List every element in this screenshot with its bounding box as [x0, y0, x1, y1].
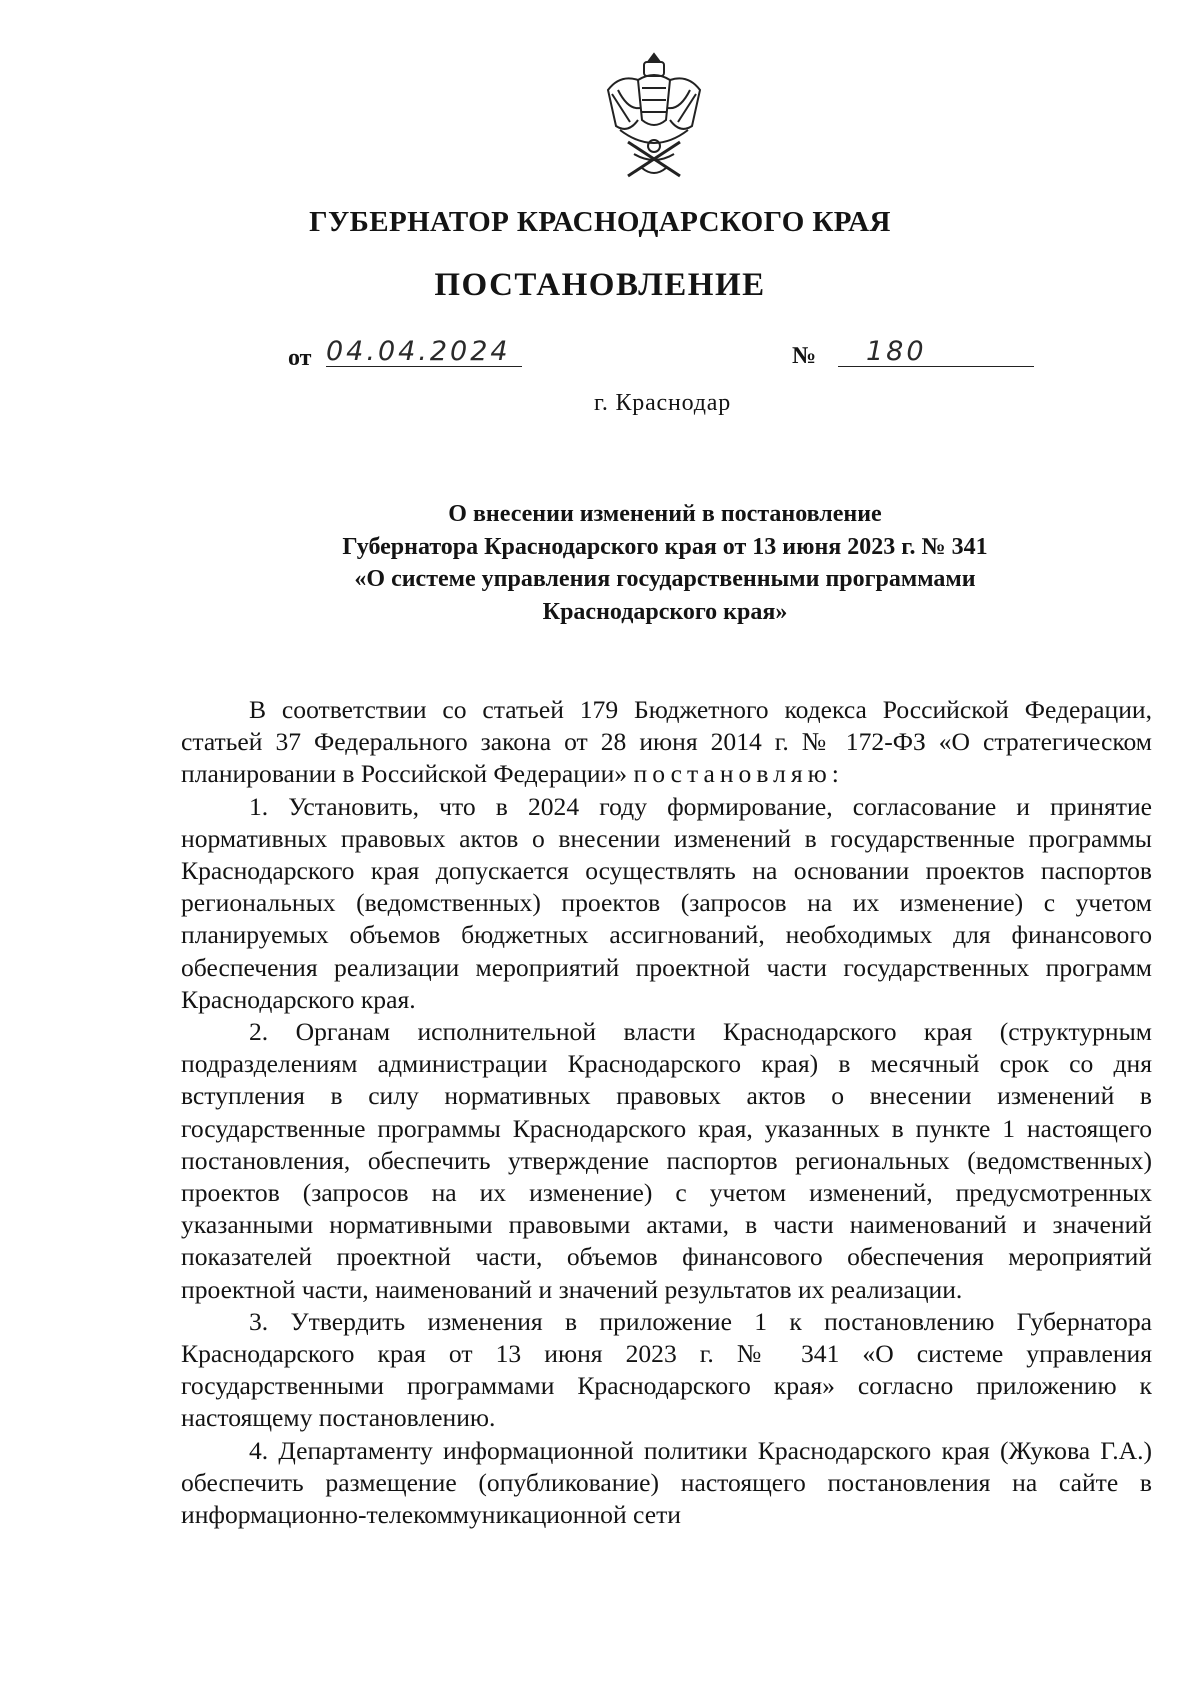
number-label: №: [792, 343, 817, 369]
document-subject: [230, 498, 1100, 628]
subject-line: Краснодарского края»: [542, 598, 788, 625]
document-body: [181, 694, 1152, 1531]
date-label: от: [288, 345, 312, 371]
subject-line: «О системе управления государственными программами: [354, 566, 976, 592]
clause-4: 4. Департаменту информационной политики Краснодарского края (Жукова Г.А.) обеспечить размещение (опубликование) настоящего постановления на сайте в информационно-телекоммуникационной сети: [181, 1435, 1152, 1530]
preamble-text: В соответствии со статьей 179 Бюджетного кодекса Российской Федерации, статьей 37 Федерального закона от 28 июня 2014 г. № 172-ФЗ «О стратегическом планировании в Российской Федерации»: [181, 695, 1152, 789]
subject-line: Губернатора Краснодарского края от 13 июня 2023 г. № 341: [342, 533, 988, 560]
clause-2: 2. Органам исполнительной власти Краснодарского края (структурным подразделениям администрации Краснодарского края) в месячный срок со дня вступления в силу нормативных правовых актов о внесении изменений в государственные программы Краснодарского края, указанных в пункте 1 настоящего постановления, обеспечить утверждение паспортов региональных (ведомственных) проектов (запросов на их изменение) с учетом изменений, предусмотренных указанными нормативными правовыми актами, в части наименований и значений показателей проектной части, объемов финансового обеспечения мероприятий проектной части, наименований и значений результатов их реализации.: [181, 1017, 1152, 1304]
clause-1: 1. Установить, что в 2024 году формирование, согласование и принятие нормативных правовых актов о внесении изменений в государственные программы Краснодарского края допускается осуществлять на основании проектов паспортов региональных (ведомственных) проектов (запросов на их изменение) с учетом планируемых объемов бюджетных ассигнований, необходимых для финансового обеспечения реализации мероприятий проектной части государственных программ Краснодарского края.: [181, 791, 1152, 1014]
number-value: 180: [838, 340, 1034, 367]
clause-3: 3. Утвердить изменения в приложение 1 к постановлению Губернатора Краснодарского края от 13 июня 2023 г. № 341 «О системе управления государственными программами Краснодарского края» согласно приложению к настоящему постановлению.: [181, 1306, 1152, 1433]
document-type: ПОСТАНОВЛЕНИЕ: [434, 267, 766, 303]
coat-of-arms-icon: [598, 50, 710, 192]
decree-word: постановляю:: [633, 759, 844, 789]
date-value: 04.04.2024: [326, 340, 522, 367]
city: г. Краснодар: [593, 390, 732, 416]
issuing-authority: ГУБЕРНАТОР КРАСНОДАРСКОГО КРАЯ: [309, 206, 891, 238]
subject-line: О внесении изменений в постановление: [448, 501, 882, 527]
preamble-paragraph: [181, 694, 1152, 791]
